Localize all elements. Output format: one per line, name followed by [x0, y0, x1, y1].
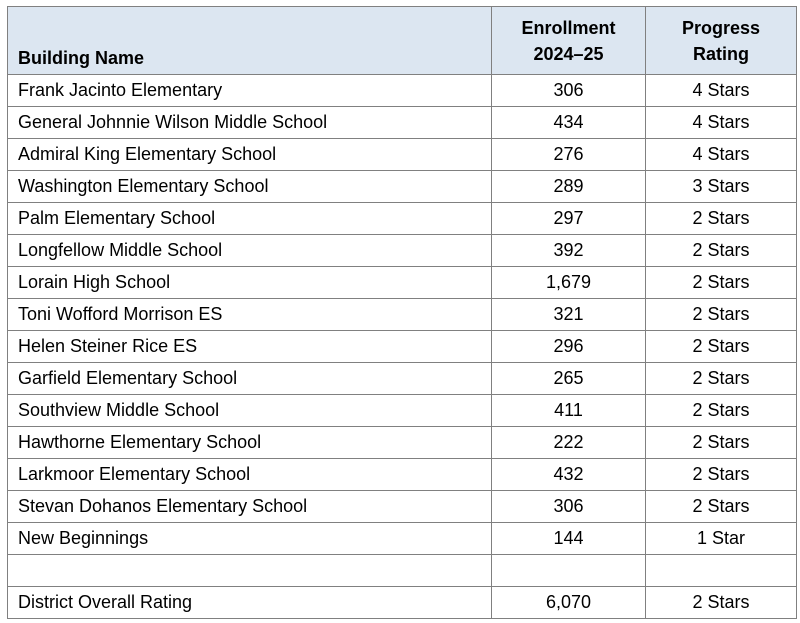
building-name-cell: Lorain High School [8, 267, 492, 299]
enrollment-cell: 411 [492, 395, 646, 427]
enrollment-cell: 222 [492, 427, 646, 459]
rating-header-line2: Rating [693, 43, 749, 64]
building-name-cell: Frank Jacinto Elementary [8, 75, 492, 107]
building-name-cell: Longfellow Middle School [8, 235, 492, 267]
enrollment-cell: 276 [492, 139, 646, 171]
rating-header-line1: Progress [681, 17, 761, 38]
building-name-cell: Admiral King Elementary School [8, 139, 492, 171]
enrollment-cell: 306 [492, 491, 646, 523]
enrollment-cell [492, 555, 646, 587]
table-row-blank [8, 555, 797, 587]
building-name-cell: Larkmoor Elementary School [8, 459, 492, 491]
building-name-cell: Southview Middle School [8, 395, 492, 427]
table-row [8, 459, 797, 491]
table-row [8, 331, 797, 363]
progress-rating-cell: 2 Stars [646, 299, 797, 331]
building-name-cell: Stevan Dohanos Elementary School [8, 491, 492, 523]
table-row [8, 395, 797, 427]
progress-rating-cell: 2 Stars [646, 203, 797, 235]
progress-rating-header [646, 7, 797, 75]
progress-rating-cell: 4 Stars [646, 75, 797, 107]
building-name-cell: Hawthorne Elementary School [8, 427, 492, 459]
enrollment-cell: 432 [492, 459, 646, 491]
progress-rating-cell: 2 Stars [646, 587, 797, 619]
progress-rating-cell: 2 Stars [646, 459, 797, 491]
progress-rating-cell: 1 Star [646, 523, 797, 555]
table-row [8, 139, 797, 171]
enrollment-cell: 144 [492, 523, 646, 555]
enrollment-cell: 392 [492, 235, 646, 267]
enrollment-cell: 434 [492, 107, 646, 139]
progress-rating-cell: 2 Stars [646, 363, 797, 395]
table-row [8, 171, 797, 203]
building-name-cell [8, 555, 492, 587]
enrollment-cell: 6,070 [492, 587, 646, 619]
enrollment-cell: 1,679 [492, 267, 646, 299]
table-row [8, 203, 797, 235]
table-row [8, 75, 797, 107]
table-header [8, 7, 797, 75]
enrollment-cell: 297 [492, 203, 646, 235]
progress-rating-cell: 2 Stars [646, 491, 797, 523]
table-row [8, 427, 797, 459]
table-body [8, 75, 797, 619]
enrollment-header-line1: Enrollment [521, 17, 616, 38]
progress-rating-cell: 2 Stars [646, 235, 797, 267]
progress-rating-cell: 2 Stars [646, 331, 797, 363]
progress-rating-cell: 3 Stars [646, 171, 797, 203]
table-row [8, 523, 797, 555]
table-row [8, 363, 797, 395]
table-row [8, 235, 797, 267]
progress-rating-cell: 4 Stars [646, 139, 797, 171]
building-name-cell: General Johnnie Wilson Middle School [8, 107, 492, 139]
table-row [8, 299, 797, 331]
table-row [8, 107, 797, 139]
enrollment-cell: 321 [492, 299, 646, 331]
progress-rating-cell: 2 Stars [646, 427, 797, 459]
building-name-cell: New Beginnings [8, 523, 492, 555]
progress-rating-cell: 2 Stars [646, 267, 797, 299]
header-row [8, 7, 797, 75]
building-name-cell: District Overall Rating [8, 587, 492, 619]
progress-rating-cell: 4 Stars [646, 107, 797, 139]
enrollment-cell: 265 [492, 363, 646, 395]
progress-rating-cell [646, 555, 797, 587]
enrollment-header-line2: 2024–25 [533, 43, 604, 64]
building-name-cell: Garfield Elementary School [8, 363, 492, 395]
school-ratings-table [7, 6, 797, 619]
table-row [8, 267, 797, 299]
enrollment-header [492, 7, 646, 75]
building-name-cell: Palm Elementary School [8, 203, 492, 235]
enrollment-cell: 296 [492, 331, 646, 363]
progress-rating-cell: 2 Stars [646, 395, 797, 427]
building-name-cell: Toni Wofford Morrison ES [8, 299, 492, 331]
table-row [8, 587, 797, 619]
building-name-header: Building Name [8, 7, 492, 75]
building-name-cell: Helen Steiner Rice ES [8, 331, 492, 363]
table-row [8, 491, 797, 523]
enrollment-cell: 289 [492, 171, 646, 203]
building-name-cell: Washington Elementary School [8, 171, 492, 203]
enrollment-cell: 306 [492, 75, 646, 107]
